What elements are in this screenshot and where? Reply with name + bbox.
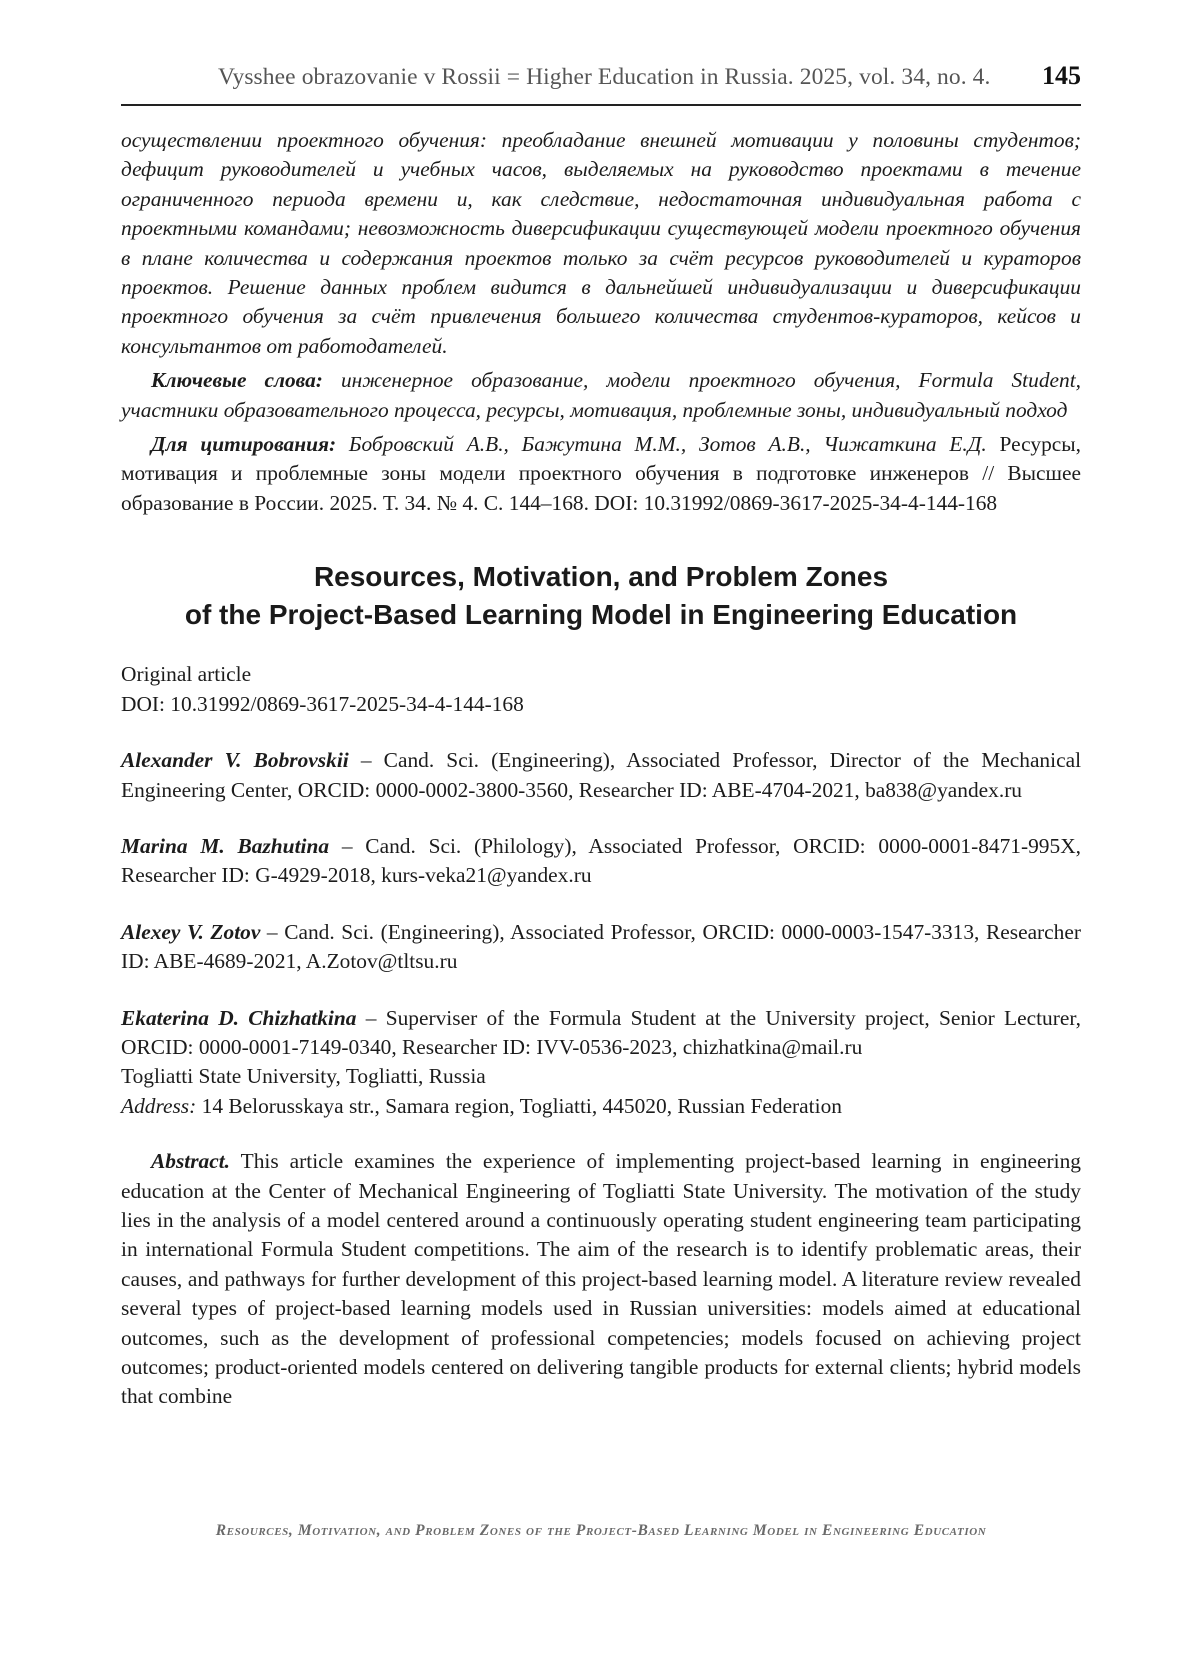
author-details: – Cand. Sci. (Philology), Associated Professor, ORCID: 0000-0001-8471-995X, Researcher ID: G-4929-2018, kurs-veka21@yandex.ru	[121, 833, 1081, 888]
citation-authors: Бобровский А.В., Бажутина М.М., Зотов А.В., Чижаткина Е.Д.	[348, 432, 987, 457]
abstract-text: This article examines the experience of implementing project-based learning in engineering education at the Center of Mechanical Engineering of Togliatti State University. The motivation of the study lies in the analysis of a model centered around a continuously operating student engineering team participating in international Formula Student competitions. The aim of the research is to identify problematic areas, their causes, and pathways for further development of this project-based learning model. A literature review revealed several types of project-based learning models used in Russian universities: models aimed at educational outcomes, such as the development of professional competencies; models focused on achieving project outcomes; product-oriented models centered on delivering tangible products for external clients; hybrid models that combine	[121, 1149, 1081, 1409]
address-label: Address:	[121, 1093, 197, 1118]
author-entry	[121, 832, 1081, 891]
running-header	[121, 58, 1081, 106]
running-footer: Resources, Motivation, and Problem Zones of the Project-Based Learning Model in Engineering Education	[215, 1522, 987, 1539]
abstract-label: Abstract.	[151, 1149, 231, 1174]
citation-text: Ресурсы, мотивация и проблемные зоны модели проектного обучения в подготовке инженеров // Высшее образование в России. 2025. Т. 34. № 4. С. 144–168. DOI: 10.31992/0869-3617-2025-34-4-144-168	[121, 432, 1081, 515]
russian-abstract-continuation: осуществлении проектного обучения: преобладание внешней мотивации у половины студентов; дефицит руководителей и учебных часов, выделяемых на руководство проектами в течение ограниченного периода времени и, как следствие, недостаточная индивидуальная работа с проектными командами; невозможность диверсификации существующей модели проектного обучения в плане количества и содержания проектов только за счёт ресурсов руководителей и кураторов проектов. Решение данных проблем видится в дальнейшей индивидуализации и диверсификации проектного обучения за счёт привлечения большего количества студентов-кураторов, кейсов и консультантов от работодателей.	[121, 128, 1081, 358]
keywords-label: Ключевые слова:	[151, 368, 323, 393]
page-body	[121, 126, 1081, 1412]
author-entry	[121, 918, 1081, 977]
author-details: – Cand. Sci. (Engineering), Associated Professor, Director of the Mechanical Engineering Center, ORCID: 0000-0002-3800-3560, Researcher ID: ABE-4704-2021, ba838@yandex.ru	[121, 748, 1082, 802]
affiliation: Togliatti State University, Togliatti, Russia	[121, 1064, 486, 1089]
page-number: 145	[1042, 61, 1081, 90]
author-details: – Cand. Sci. (Engineering), Associated Professor, ORCID: 0000-0003-1547-3313, Researcher ID: ABE-4689-2021, A.Zotov@tltsu.ru	[121, 919, 1081, 974]
author-name: Ekaterina D. Chizhatkina	[121, 1005, 357, 1030]
keywords-text: инженерное образование, модели проектного обучения, Formula Student, участники образовательного процесса, ресурсы, мотивация, проблемные зоны, индивидуальный подход	[121, 368, 1081, 422]
author-entry	[121, 1004, 1081, 1063]
article-type: Original article	[121, 662, 252, 687]
citation-block	[121, 430, 1081, 518]
article-doi: DOI: 10.31992/0869-3617-2025-34-4-144-168	[121, 691, 524, 716]
author-entry	[121, 746, 1081, 805]
russian-keywords	[121, 366, 1081, 425]
article-meta	[121, 660, 1081, 719]
author-name: Alexander V. Bobrovskii	[121, 748, 349, 773]
title-line-1: Resources, Motivation, and Problem Zones	[313, 561, 889, 593]
author-name: Marina M. Bazhutina	[121, 833, 330, 858]
article-title	[121, 558, 1081, 634]
address-text: 14 Belorusskaya str., Samara region, Togliatti, 445020, Russian Federation	[201, 1093, 842, 1118]
title-line-2: of the Project-Based Learning Model in Engineering Education	[184, 599, 1018, 631]
citation-label: Для цитирования:	[151, 432, 337, 457]
author-details: – Superviser of the Formula Student at the University project, Senior Lecturer, ORCID: 0000-0001-7149-0340, Researcher ID: IVV-0536-2023, chizhatkina@mail.ru	[121, 1005, 1081, 1059]
english-abstract	[121, 1147, 1081, 1412]
address	[121, 1092, 1081, 1121]
author-name: Alexey V. Zotov	[121, 919, 261, 944]
journal-citation: Vysshee obrazovanie v Rossii = Higher Education in Russia. 2025, vol. 34, no. 4.	[218, 64, 991, 90]
